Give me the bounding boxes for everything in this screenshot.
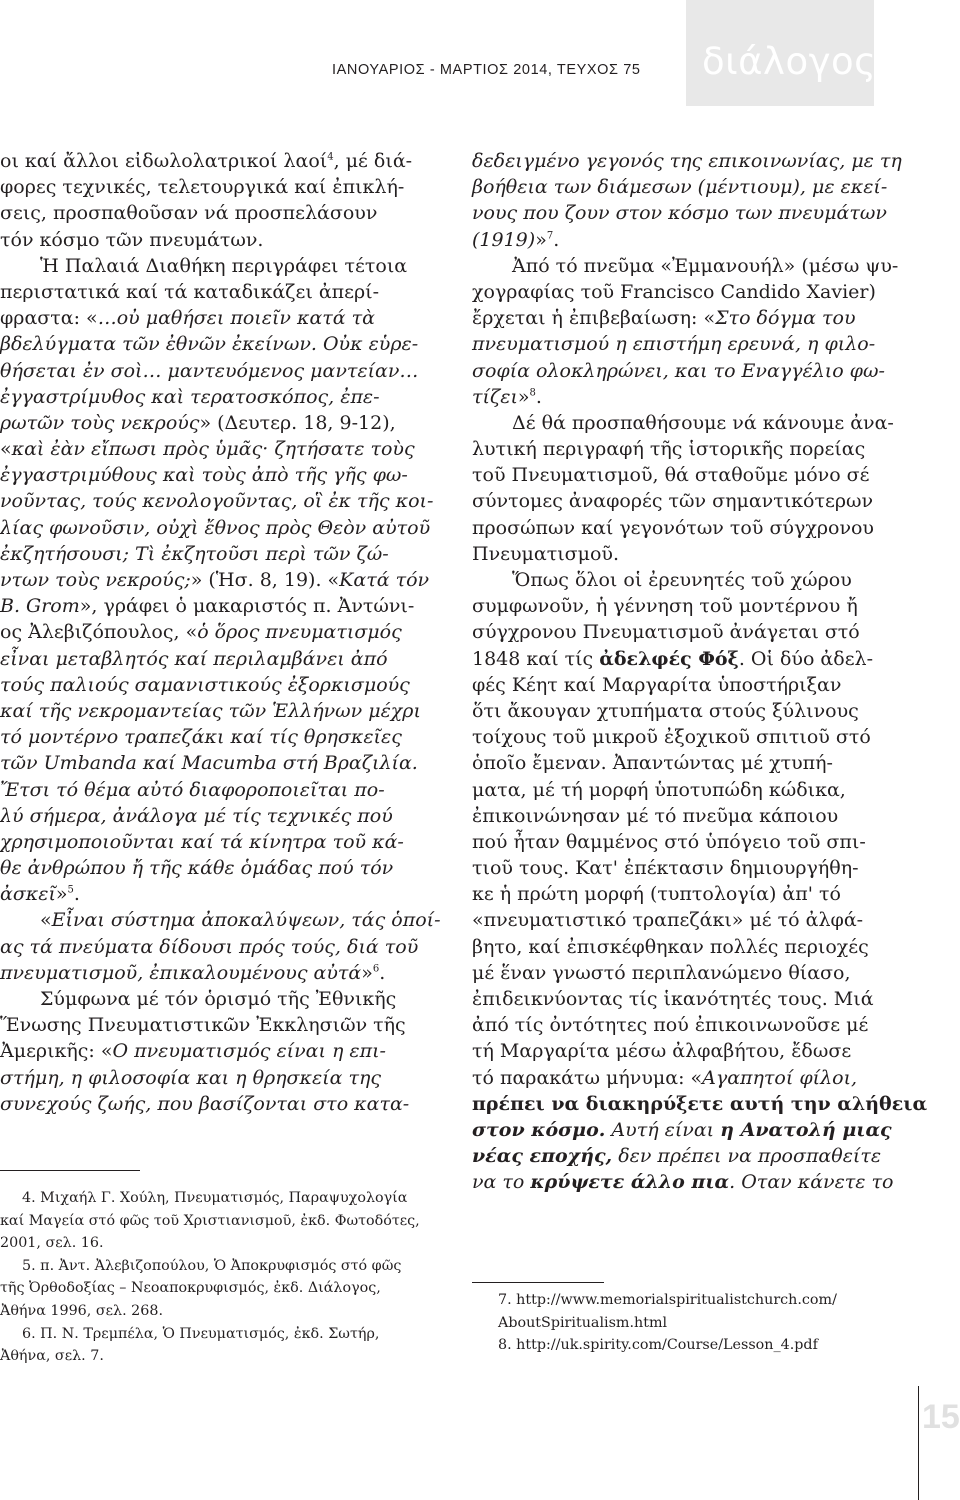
text-line: ἐπιδεικνύοντας τίς ἱκανότητές τους. Μιά [472,988,874,1010]
text-line: θήσεται ἐν σοὶ… μαντευόμενος μαντείαν… [0,359,419,382]
text-line: λυτική περιγραφή τῆς ἱστορικῆς πορείας [472,438,866,461]
footnote-rule [472,1282,604,1283]
text-line: λίας φωνοῦσιν, οὐχὶ ἔθνος πρὸς Θεὸν αὐτοῦ [0,516,431,539]
text-line: σοφία ολοκληρώνει, και το Εναγγέλιο φω- [472,359,885,382]
text-line: Πνευματισμοῦ. [472,542,619,565]
text-line: πνευματισμοῦ, ἐπικαλουμένους αὐτά»$^6$. [0,961,386,984]
text-line: Δέ θά προσπαθήσουμε νά κάνουμε ἀνα- [512,411,894,434]
footnote-line: Ἀθήνα 1996, σελ. 268. [0,1302,164,1319]
page-number-divider [918,1386,919,1500]
text-line: χογραφίας τοῦ Francisco Candido Xavier) [472,280,876,303]
text-line: συνεχούς ζωής, που βασίζονται στο κατα- [0,1092,410,1115]
text-line: ἐπικοινώνησαν μέ τό πνεῦμα κάποιου [472,804,839,827]
text-line: Ἡ Παλαιά Διαθήκη περιγράφει τέτοια [40,254,408,277]
text-line: φραστα: «…οὐ μαθήσει ποιεῖν κατά τὰ [0,307,375,330]
text-line: δεδειγμένο γεγονός της επικοινωνίας, με τη [472,150,902,172]
text-line: τή Μαργαρίτα μέσω ἀλφαβήτου, ἔδωσε [472,1040,852,1063]
text-line: τίζει»$^8$. [472,385,542,408]
text-line: ἀπό τίς ὀντότητες πού ἐπικοινωνοῦσε μέ [472,1014,869,1037]
text-line: στον κόσμο. Αυτή είναι η Ανατολή μιας [472,1118,892,1141]
text-line: ἔρχεται ἡ ἐπιβεβαίωση: «Στο δόγμα του [472,307,856,330]
text-line: πού ἦταν θαμμένος στό ὑπόγειο τοῦ σπι- [472,830,866,853]
text-line: πρέπει να διακηρύξετε αυτή την αλήθεια [472,1092,928,1115]
text-line: οι καί ἄλλοι εἰδωλολατρικοί λαοί$^4$, μέ διά- [0,150,413,172]
text-line: νους που ζουν στον κόσμο των πνευμάτων [472,202,887,225]
text-line: νοῦντας, τούς κενολογοῦντας, οἳ ἐκ τῆς κοι- [0,490,434,513]
text-line: ἐγγαστριμύθους καὶ τοὺς ἀπὸ τῆς γῆς φω- [0,464,408,487]
text-line: 1848 καί τίς ἀδελφές Φόξ. Οἱ δύο ἀδελ- [472,647,873,670]
text-line: πνευματισμού η επιστήμη ερευνά, η φιλο- [472,333,876,356]
issue-header: ΙΑΝΟΥΑΡΙΟΣ - ΜΑΡΤΙΟΣ 2014, ΤΕΥΧΟΣ 75 [332,62,641,78]
text-line: ἐκζητήσουσι; Τὶ ἐκζητοῦσι περὶ τῶν ζώ- [0,542,389,565]
text-line: τό μοντέρνο τραπεζάκι καί τίς θρησκεῖες [0,726,402,749]
text-line: προσώπων καί γεγονότων τοῦ σύγχρονου [472,516,874,539]
text-line: τούς παλιούς σαμανιστικούς ἐξορκισμούς [0,673,410,696]
text-line: θε ἀνθρώπου ἤ τῆς κάθε ὁμάδας πού τόν [0,857,394,880]
text-line: Ἀμερικῆς: «Ο πνευματισμός είναι η επι- [0,1040,386,1063]
footnote-line: 8. http://uk.spirity.com/Course/Lesson_4.pdf [498,1337,818,1354]
text-line: ρωτῶν τοὺς νεκρούς» (Δευτερ. 18, 9-12), [0,411,396,434]
text-line: (1919)»$^7$. [472,228,560,251]
text-line: τῶν Umbanda καί Macumba στή Βραζιλία. [0,752,418,775]
text-line: ὁποῖο ἔμεναν. Ἀπαντώντας μέ χτυπή- [472,752,833,775]
text-line: σύντομες ἀναφορές τῶν σημαντικότερων [472,490,874,513]
footnote-line: 5. π. Ἀντ. Ἀλεβιζοπούλου, Ὁ Ἀποκρυφισμός στό φῶς [22,1257,402,1274]
text-line: B. Grom», γράφει ὁ μακαριστός π. Ἀντώνι- [0,595,415,618]
text-line: χρησιμοποιοῦνται καί τά κίνητρα τοῦ κά- [0,830,404,853]
footnote-line: καί Μαγεία στό φῶς τοῦ Χριστιανισμοῦ, ἐκδ. Φωτοδότες, [0,1212,420,1229]
text-line: νέας εποχής, δεν πρέπει να προσπαθείτε [472,1145,882,1168]
text-line: ος Ἀλεβιζόπουλος, «ὁ ὅρος πνευματισμός [0,621,402,644]
text-line: ὅτι ἄκουγαν χτυπήματα στούς ξύλινους [472,699,859,722]
text-line: περιστατικά καί τά καταδικάζει ἀπερί- [0,280,380,303]
text-line: «καὶ ἐὰν εἴπωσι πρὸς ὑμᾶς· ζητήσατε τοὺς [0,438,415,461]
footnote-line: 7. http://www.memorialspiritualistchurch.com/ [498,1292,837,1308]
text-line: τό παρακάτω μήνυμα: «Αγαπητοί φίλοι, [472,1066,858,1089]
journal-title: διάλογος [702,40,877,83]
text-line: «πνευματιστικό τραπεζάκι» μέ τό ἀλφά- [472,909,864,932]
text-line: τοίχους τοῦ μικροῦ ἐξοχικοῦ σπιτιοῦ στό [472,726,871,749]
footnote-line: 6. Π. Ν. Τρεμπέλα, Ὁ Πνευματισμός, ἐκδ. Σωτήρ, [22,1325,380,1342]
text-line: εἶναι μεταβλητός καί περιλαμβάνει ἀπό [0,647,388,670]
text-line: βητο, καί ἐπισκέφθηκαν πολλές περιοχές [472,935,869,958]
text-line: Ἔτσι τό θέμα αὐτό διαφοροποιεῖται πο- [0,778,385,801]
text-line: ας τά πνεύματα δίδουσι πρός τούς, διά τοῦ [0,935,419,958]
left-column [0,148,441,1117]
footnote-rule [0,1170,140,1171]
text-line: να το κρύψετε άλλο πια. Οταν κάνετε το [472,1171,894,1194]
text-line: ἐγγαστρίμυθος καὶ τερατοσκόπος, ἐπε- [0,385,380,408]
text-line: μέ ἕναν γνωστό περιπλανώμενο θίασο, [472,961,851,984]
text-line: ματα, μέ τή μορφή ὑποτυπώδη κώδικα, [472,778,846,801]
footnote-line: 2001, σελ. 16. [0,1235,104,1252]
text-line: συμφωνοῦν, ἡ γέννηση τοῦ μοντέρνου ἤ [472,595,858,618]
text-line: ντων τοὺς νεκρούς;» (Ἡσ. 8, 19). «Κατά τόν [0,569,430,591]
text-line: σύγχρονου Πνευματισμοῦ ἀνάγεται στό [472,621,860,644]
text-line: στήμη, η φιλοσοφία και η θρησκεία της [0,1066,382,1089]
page-number: 15 [922,1398,960,1436]
text-line: καί τῆς νεκρομαντείας τῶν Ἑλλήνων μέχρι [0,699,421,722]
text-line: Ἕνωσης Πνευματιστικῶν Ἐκκλησιῶν τῆς [0,1014,406,1037]
footnotes-left [0,1187,436,1368]
text-line: ἀσκεῖ»$^5$. [0,883,80,906]
right-column [472,148,928,1196]
text-line: τόν κόσμο τῶν πνευμάτων. [0,228,264,251]
text-line: βοήθεια των διάμεσων (μέντιουμ), με εκεί- [472,176,888,199]
text-line: Ὅπως ὅλοι οἱ ἐρευνητές τοῦ χώρου [512,569,852,591]
text-line: φές Κέητ καί Μαργαρίτα ὑποστήριξαν [472,673,842,696]
footnote-line: 4. Μιχαήλ Γ. Χούλη, Πνευματισμός, Παραψυχολογία [22,1190,408,1206]
text-line: κε ἡ πρώτη μορφή (τυπτολογία) ἀπ' τό [472,883,841,906]
text-line: λύ σήμερα, ἀνάλογα μέ τίς τεχνικές πού [0,804,393,827]
text-line: Ἀπό τό πνεῦμα «Ἐμμανουήλ» (μέσω ψυ- [512,254,899,277]
text-line: σεις, προσπαθοῦσαν νά προσπελάσουν [0,202,378,225]
footnote-line: τῆς Ὀρθοδοξίας – Νεοαποκρυφισμός, ἐκδ. Διάλογος, [0,1280,381,1297]
footnotes-right [498,1289,918,1357]
text-line: φορες τεχνικές, τελετουργικά καί ἐπικλή- [0,176,405,199]
footnote-line: Ἀθήνα, σελ. 7. [0,1348,104,1365]
text-line: Σύμφωνα μέ τόν ὁρισμό τῆς Ἐθνικῆς [40,988,397,1010]
text-line: βδελύγματα τῶν ἐθνῶν ἐκείνων. Οὐκ εὑρε- [0,333,419,356]
text-line: τοῦ Πνευματισμοῦ, θά σταθοῦμε μόνο σέ [472,464,870,487]
footnote-line: AboutSpiritualism.html [498,1314,668,1331]
text-line: τιοῦ τους. Κατ' ἐπέκτασιν δημιουργήθη- [472,857,859,880]
text-line: «Εἶναι σύστημα ἀποκαλύψεων, τάς ὁποί- [40,909,441,932]
